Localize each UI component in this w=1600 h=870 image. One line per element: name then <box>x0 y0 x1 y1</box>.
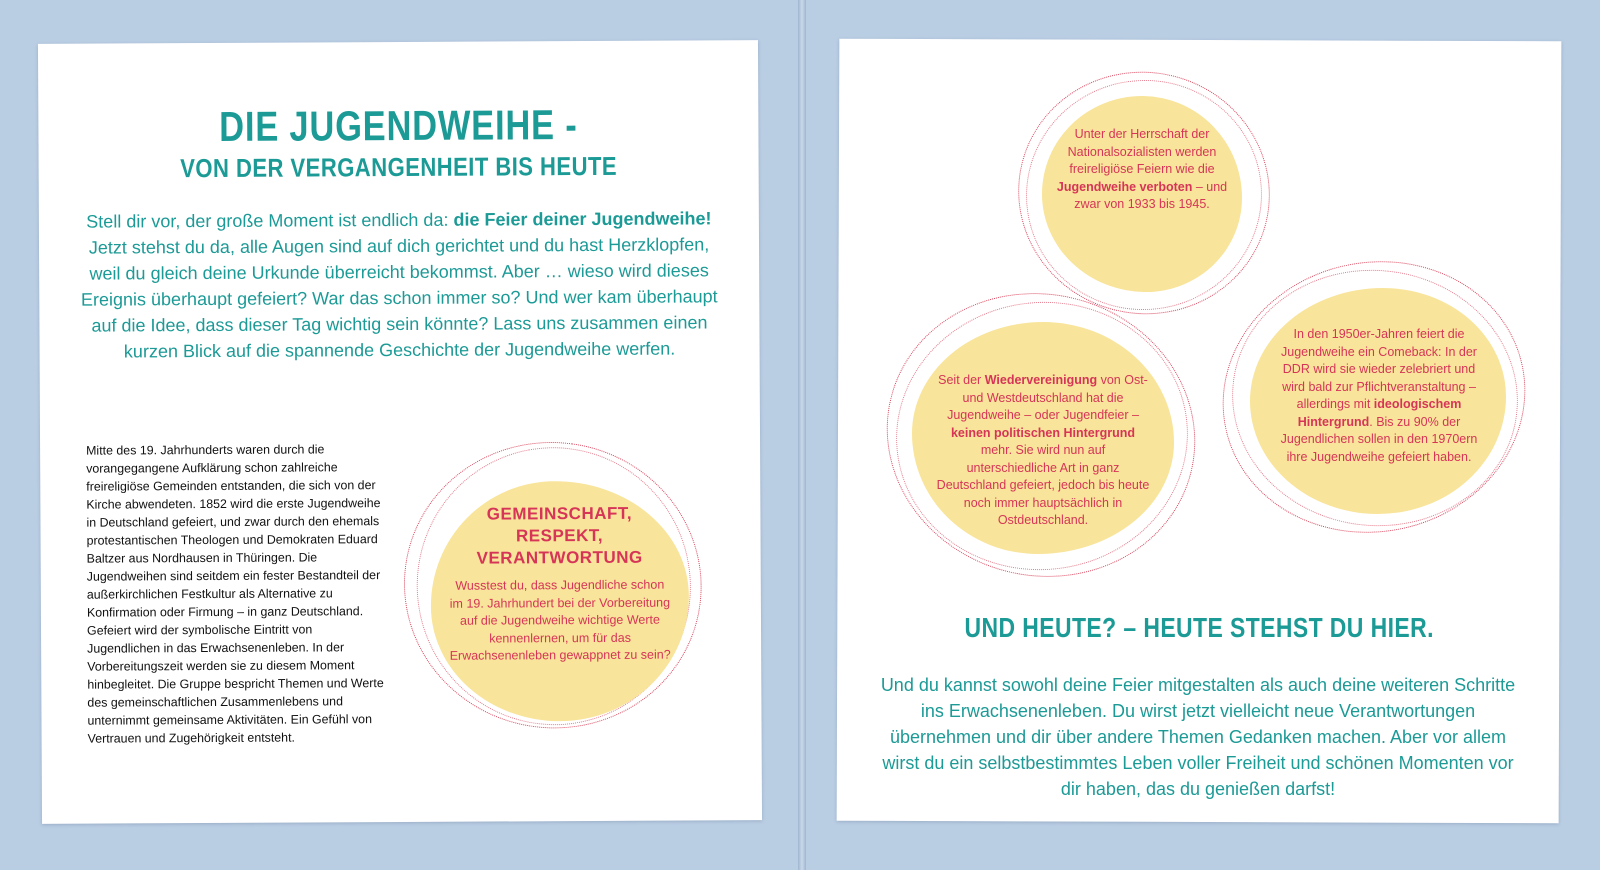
book-spine <box>798 0 806 870</box>
page-title <box>38 100 758 185</box>
left-page <box>38 40 762 824</box>
heute-heading <box>838 612 1560 644</box>
intro-text-start: Stell dir vor, der große Moment ist endlich da: <box>86 209 454 232</box>
intro-highlight: die Feier deiner Jugendweihe! <box>453 208 712 230</box>
ddr-text-1: In den 1950er-Jahren feiert die Jugendweihe ein Comeback: In der DDR wird sie wieder zelebriert und wird bald zur Pflichtveranstaltung – allerdings mit <box>1281 327 1477 411</box>
ddr-highlight: ideologischem Hintergrund <box>1297 397 1462 429</box>
values-circle-content <box>448 503 671 666</box>
ddr-circle-text <box>1270 326 1488 466</box>
values-heading-3: VERANTWORTUNG <box>476 547 643 568</box>
ns-circle-text <box>1056 126 1228 214</box>
history-paragraph: Mitte des 19. Jahrhunderts waren durch die vorangegangene Aufklärung schon zahlreiche freireligiöse Gemeinden entstanden, die sich von der Kirche abwendeten. 1852 wird die erste Jugendweihe in Deutschland gefeiert, und zwar durch den ehemals protestantischen Theologen und Demokraten Eduard Baltzer aus Nordhausen in Thüringen. Die Jugendweihen sind seitdem ein fester Bestandteil der außerkirchlichen Festkultur als Alternative zu Konfirmation oder Firmung – in ganz Deutschland. Gefeiert wird der symbolische Eintritt von Jugendlichen in das Erwachsenenleben. In der Vorbereitungszeit werden sie zu diesem Moment hinbegleitet. Die Gruppe bespricht Themen und Werte des gemeinschaftlichen Zusammenlebens und unternimmt gemeinsame Aktivitäten. Ein Gefühl von Vertrauen und Zugehörigkeit entsteht. <box>86 442 384 746</box>
heute-paragraph: Und du kannst sowohl deine Feier mitgestalten als auch deine weiteren Schritte ins Erwachsenenleben. Du wirst jetzt vielleicht neue Verantwortungen übernehmen und dir über andere Themen Gedanken machen. Aber vor allem wirst du ein selbstbestimmtes Leben voller Freiheit und schönen Momenten vor dir haben, das du genießen darfst! <box>880 675 1516 799</box>
reunification-text-2: von Ost- und Westdeutschland hat die Jugendweihe – oder Jugendfeier – <box>947 373 1148 422</box>
heute-heading-text: UND HEUTE? – HEUTE STEHST DU HIER. <box>964 612 1434 643</box>
intro-text-end: Jetzt stehst du da, alle Augen sind auf dich gerichtet und du hast Herzklopfen, weil du gleich deine Urkunde überreicht bekommst. Aber … wieso wird dieses Ereignis überhaupt gefeiert? War das schon immer so? Und wer kam überhaupt auf die Idee, dass dieser Tag wichtig sein könnte? Lass uns zusammen einen kurzen Blick auf die spannende Geschichte der Jugendweihe werfen. <box>80 234 718 362</box>
title-line-2: VON DER VERGANGENHEIT BIS HEUTE <box>180 150 618 184</box>
ns-text-highlight: Jugendweihe verboten <box>1056 179 1193 194</box>
ns-text-end: – und zwar von 1933 bis 1945. <box>1074 179 1228 211</box>
ns-text-start: Unter der Herrschaft der Nationalsozialisten werden freireligiöse Feiern wie die <box>1067 127 1217 176</box>
ddr-text-2: . Bis zu 90% der Jugendlichen sollen in den 1970ern ihre Jugendweihe gefeiert haben. <box>1280 414 1478 464</box>
values-heading-2: RESPEKT, <box>515 525 604 546</box>
reunification-highlight-1: Wiedervereinigung <box>984 373 1098 387</box>
values-heading-1: GEMEINSCHAFT, <box>486 503 633 524</box>
reunification-highlight-2: keinen politischen Hintergrund <box>950 425 1136 440</box>
reunification-text-3: mehr. Sie wird nun auf unterschiedliche Art in ganz Deutschland gefeiert, jedoch bis heute noch immer hauptsächlich in Ostdeutschland. <box>936 443 1150 527</box>
title-line-1: DIE JUGENDWEIHE - <box>219 101 578 150</box>
values-circle-text: Wusstest du, dass Jugendliche schon im 19. Jahrhundert bei der Vorbereitung auf die Jugendweihe wichtige Werte kennenlernen, um für das Erwachsenenleben gewappnet zu sein? <box>449 577 671 663</box>
reunification-text-1: Seit der <box>938 373 985 387</box>
reunification-circle-text <box>934 372 1152 530</box>
intro-paragraph <box>79 205 720 364</box>
